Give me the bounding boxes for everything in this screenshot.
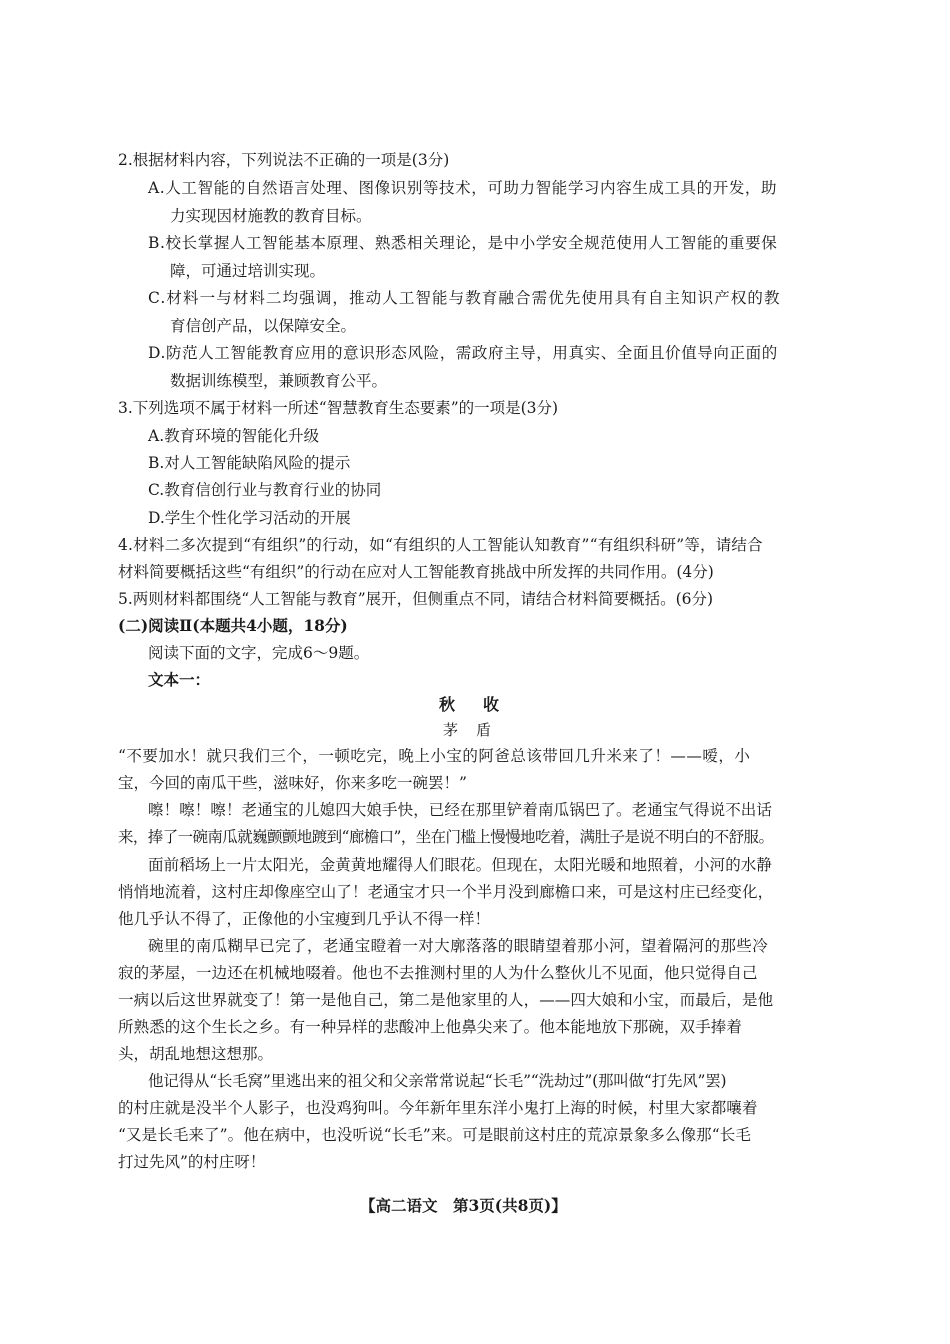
q2-stem: 2.根据材料内容，下列说法不正确的一项是(3分): [118, 151, 450, 169]
story-p5-line2: 的村庄就是没半个人影子，也没鸡狗叫。今年新年里东洋小鬼打上海的时候，村里大家都嚷着: [118, 1099, 758, 1117]
story-p3-line2: 悄悄地流着，这村庄却像座空山了！老通宝才只一个半月没到廊檐口来，可是这村庄已经变化，: [118, 883, 774, 901]
story-p2-line2: 来，捧了一碗南瓜就巍颤颤地踱到“廊檐口”，坐在门槛上慢慢地吃着，满肚子是说不明白的不舒服。: [118, 828, 774, 846]
section-heading: (二)阅读Ⅱ(本题共4小题，18分): [118, 616, 348, 635]
q3-option-d: D.学生个性化学习活动的开展: [148, 509, 351, 527]
q2-option-b-line2: 障，可通过培训实现。: [170, 262, 326, 280]
story-p4-line1: 碗里的南瓜糊早已完了，老通宝瞪着一对大廓落落的眼睛望着那小河，望着隔河的那些冷: [148, 937, 769, 955]
story-p4-line3: 一病以后这世界就变了！第一是他自己，第二是他家里的人，——四大娘和小宝，而最后，是他: [118, 991, 774, 1009]
q3-option-a: A.教育环境的智能化升级: [148, 427, 320, 445]
story-p4-line5: 头，胡乱地想这想那。: [118, 1045, 274, 1063]
q2-option-d-line1: D.防范人工智能教育应用的意识形态风险，需政府主导，用真实、全面且价值导向正面的: [148, 344, 778, 362]
q2-option-a-line1: A.人工智能的自然语言处理、图像识别等技术，可助力智能学习内容生成工具的开发，助: [148, 179, 778, 197]
story-p5-line4: 打过先风”的村庄呀！: [118, 1153, 266, 1171]
q5-line1: 5.两则材料都围绕“人工智能与教育”展开，但侧重点不同，请结合材料简要概括。(6分): [118, 590, 714, 608]
q4-line1: 4.材料二多次提到“有组织”的行动，如“有组织的人工智能认知教育”“有组织科研”等，请结合: [118, 536, 763, 554]
story-p4-line4: 所熟悉的这个生长之乡。有一种异样的悲酸冲上他鼻尖来了。他本能地放下那碗，双手捧着: [118, 1018, 743, 1036]
story-p1-line2: 宝，今回的南瓜干些，滋味好，你来多吃一碗罢！”: [118, 774, 467, 792]
story-p3-line3: 他几乎认不得了，正像他的小宝瘦到几乎认不得一样！: [118, 910, 491, 928]
story-p5-line1: 他记得从“长毛窝”里逃出来的祖父和父亲常常说起“长毛”“洗劫过”(那叫做“打先风”罢): [148, 1072, 727, 1090]
story-p3-line1: 面前稻场上一片太阳光，金黄黄地耀得人们眼花。但现在，太阳光暖和地照着，小河的水静: [148, 856, 773, 874]
q3-option-b: B.对人工智能缺陷风险的提示: [148, 454, 351, 472]
reading-instruction: 阅读下面的文字，完成6～9题。: [148, 644, 370, 662]
q2-option-b-line1: B.校长掌握人工智能基本原理、熟悉相关理论，是中小学安全规范使用人工智能的重要保: [148, 234, 778, 252]
page-footer: 【高二语文 第3页(共8页)】: [360, 1196, 567, 1215]
story-author: 茅盾: [443, 721, 510, 739]
q3-option-c: C.教育信创行业与教育行业的协同: [148, 481, 382, 499]
story-p5-line3: “又是长毛来了”。他在病中，也没听说“长毛”来。可是眼前这村庄的荒凉景象多么像那“长毛: [118, 1126, 751, 1144]
story-p2-line1: 嚓！嚓！嚓！老通宝的儿媳四大娘手快，已经在那里铲着南瓜锅巴了。老通宝气得说不出话: [148, 801, 773, 819]
story-p1-line1: “不要加水！就只我们三个，一顿吃完，晚上小宝的阿爸总该带回几升米来了！——嗳，小: [118, 747, 751, 765]
story-title: 秋收: [439, 695, 528, 714]
text-label: 文本一：: [148, 670, 211, 689]
q2-option-c-line2: 育信创产品，以保障安全。: [170, 317, 357, 335]
q3-stem: 3.下列选项不属于材料一所述“智慧教育生态要素”的一项是(3分): [118, 399, 559, 417]
q4-line2: 材料简要概括这些“有组织”的行动在应对人工智能教育挑战中所发挥的共同作用。(4分): [118, 563, 714, 581]
q2-option-a-line2: 力实现因材施教的教育目标。: [170, 207, 372, 225]
story-p4-line2: 寂的茅屋，一边还在机械地啜着。他也不去推测村里的人为什么整伙儿不见面，他只觉得自己: [118, 964, 758, 982]
q2-option-c-line1: C.材料一与材料二均强调，推动人工智能与教育融合需优先使用具有自主知识产权的教: [148, 289, 781, 307]
q2-option-d-line2: 数据训练模型，兼顾教育公平。: [170, 372, 388, 390]
